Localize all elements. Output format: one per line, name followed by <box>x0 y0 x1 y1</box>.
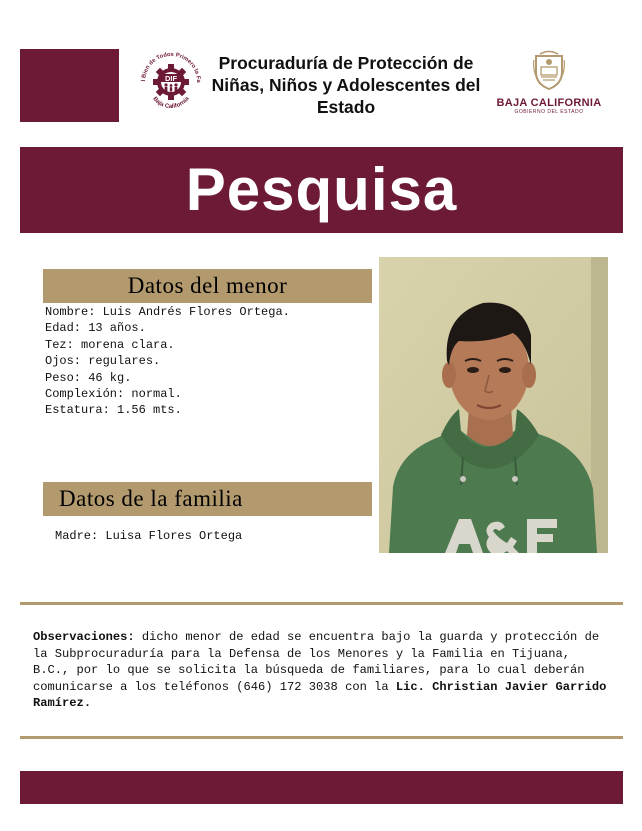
coat-of-arms-icon <box>532 50 566 90</box>
observations-end: . <box>83 696 92 711</box>
detail-eyes: Ojos: regulares. <box>45 354 161 369</box>
dif-ring-text: l Bien de Todos Primero la Fa <box>140 51 202 83</box>
dif-bottom-text: Baja California <box>151 96 191 111</box>
dif-center-text: DIF <box>164 74 178 83</box>
gear-with-family-icon <box>135 46 207 118</box>
dif-logo <box>135 46 207 118</box>
section-title-family: Datos de la familia <box>43 482 372 516</box>
observations-label: Observaciones: <box>33 630 135 644</box>
baja-california-logo <box>492 50 606 120</box>
detail-build: Complexión: normal. <box>45 387 182 402</box>
minor-photo <box>379 257 608 553</box>
section-title-minor: Datos del menor <box>43 269 372 303</box>
detail-weight: Peso: 46 kg. <box>45 370 132 385</box>
detail-name: Nombre: Luis Andrés Flores Ortega. <box>45 305 290 319</box>
page-title: Pesquisa <box>185 156 458 223</box>
header-color-block <box>20 49 119 122</box>
detail-age: Edad: 13 años. <box>45 321 146 336</box>
state-name: BAJA CALIFORNIA <box>496 97 602 109</box>
state-subtitle: GOBIERNO DEL ESTADO <box>514 109 584 115</box>
detail-height: Estatura: 1.56 mts. <box>45 403 182 418</box>
divider-top <box>20 602 623 605</box>
agency-name: Procuraduría de Protección de Niñas, Niños y Adolescentes del Estado <box>211 53 481 117</box>
observations-paragraph <box>33 629 608 712</box>
contact-name: Lic. Christian Javier Garrido Ramírez <box>33 679 607 711</box>
title-banner <box>20 147 623 233</box>
footer-band <box>20 771 623 804</box>
detail-complexion-tone: Tez: morena clara. <box>45 337 175 352</box>
observations-text: dicho menor de edad se encuentra bajo la guarda y protección de la Subprocuraduría para la Defensa de los Menores y la Familia en Tijuana, B.C., por lo que se solicita la búsqueda de familiares, para lo cual deberán comunicarse a los teléfonos (646) 172 3038 con la <box>33 630 600 694</box>
mother-name: Madre: Luisa Flores Ortega <box>55 529 243 543</box>
divider-bottom <box>20 736 623 739</box>
minor-details <box>45 304 290 419</box>
